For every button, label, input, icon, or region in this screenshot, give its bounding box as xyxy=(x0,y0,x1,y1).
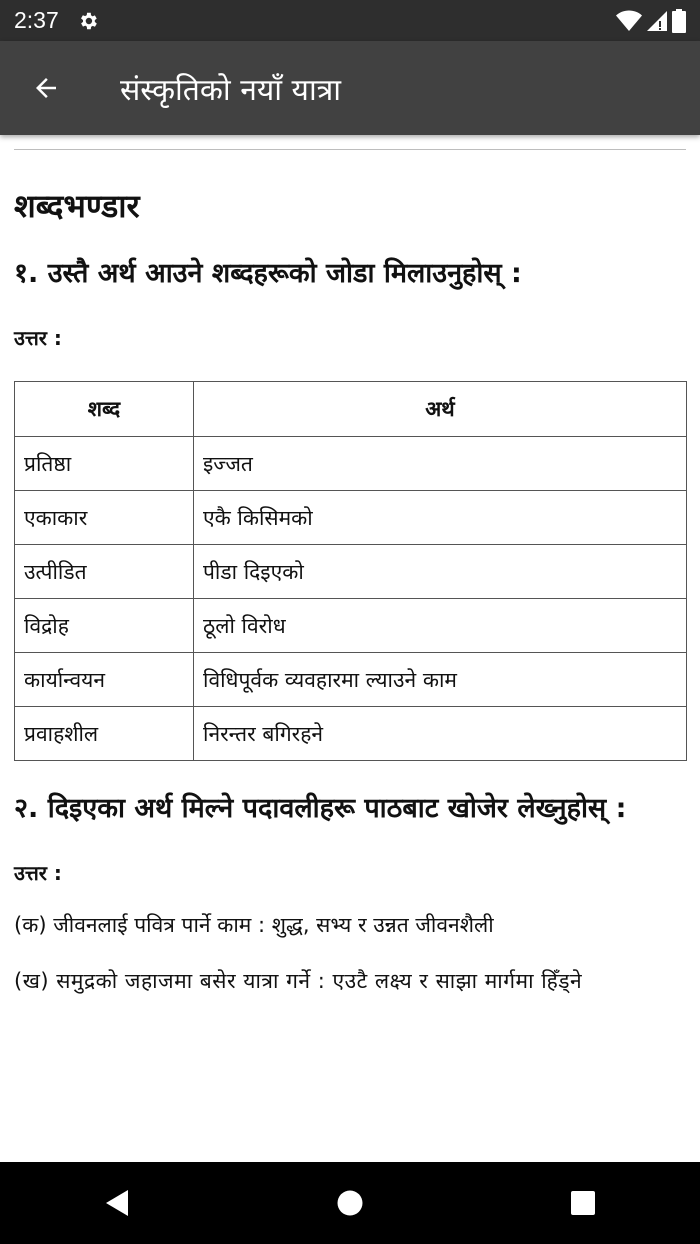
word-cell: कार्यान्वयन xyxy=(15,653,194,707)
meaning-cell: पीडा दिइएको xyxy=(194,545,687,599)
top-divider xyxy=(14,149,686,150)
word-cell: प्रवाहशील xyxy=(15,707,194,761)
arrow-left-icon xyxy=(31,73,61,103)
home-circle-icon xyxy=(336,1189,364,1217)
question-2-title: २. दिइएका अर्थ मिल्ने पदावलीहरू पाठबाट खोजेर लेख्नुहोस् : xyxy=(14,793,627,824)
answer-item-ka: (क) जीवनलाई पवित्र पार्ने काम : शुद्ध, सभ्य र उन्नत जीवनशैली xyxy=(14,913,494,937)
answer-item-kha: (ख) समुद्रको जहाजमा बसेर यात्रा गर्ने : एउटै लक्ष्य र साझा मार्गमा हिँड्ने xyxy=(14,969,583,993)
back-triangle-icon xyxy=(104,1188,130,1218)
nav-home-button[interactable] xyxy=(310,1173,390,1233)
nav-recents-button[interactable] xyxy=(543,1173,623,1233)
battery-icon xyxy=(672,9,686,33)
answer-label-1: उत्तर : xyxy=(14,326,62,350)
table-row xyxy=(15,653,687,707)
recents-square-icon xyxy=(570,1190,596,1216)
nav-back-button[interactable] xyxy=(77,1173,157,1233)
wifi-icon xyxy=(616,10,642,32)
word-cell: उत्पीडित xyxy=(15,545,194,599)
meaning-cell: ठूलो विरोध xyxy=(194,599,687,653)
meaning-cell: विधिपूर्वक व्यवहारमा ल्याउने काम xyxy=(194,653,687,707)
header-meaning: अर्थ xyxy=(194,382,687,437)
article-content[interactable] xyxy=(0,135,700,1162)
vocabulary-table xyxy=(14,381,687,761)
section-title: शब्दभण्डार xyxy=(14,187,140,225)
back-button[interactable] xyxy=(18,60,74,116)
table-row xyxy=(15,707,687,761)
table-row xyxy=(15,599,687,653)
table-row xyxy=(15,491,687,545)
meaning-cell: एकै किसिमको xyxy=(194,491,687,545)
signal-icon xyxy=(646,10,668,32)
meaning-cell: इज्जत xyxy=(194,437,687,491)
app-bar xyxy=(0,41,700,135)
word-cell: विद्रोह xyxy=(15,599,194,653)
word-cell: एकाकार xyxy=(15,491,194,545)
status-bar xyxy=(0,0,700,41)
table-header-row xyxy=(15,382,687,437)
meaning-cell: निरन्तर बगिरहने xyxy=(194,707,687,761)
table-row xyxy=(15,437,687,491)
navigation-bar xyxy=(0,1162,700,1244)
question-1-title: १. उस्तै अर्थ आउने शब्दहरूको जोडा मिलाउनुहोस् : xyxy=(14,258,522,289)
gear-icon xyxy=(77,10,99,32)
answer-label-2: उत्तर : xyxy=(14,861,62,885)
status-time: 2:37 xyxy=(14,7,59,33)
table-row xyxy=(15,545,687,599)
page-title: संस्कृतिको नयाँ यात्रा xyxy=(120,72,342,108)
header-word: शब्द xyxy=(15,382,194,437)
word-cell: प्रतिष्ठा xyxy=(15,437,194,491)
